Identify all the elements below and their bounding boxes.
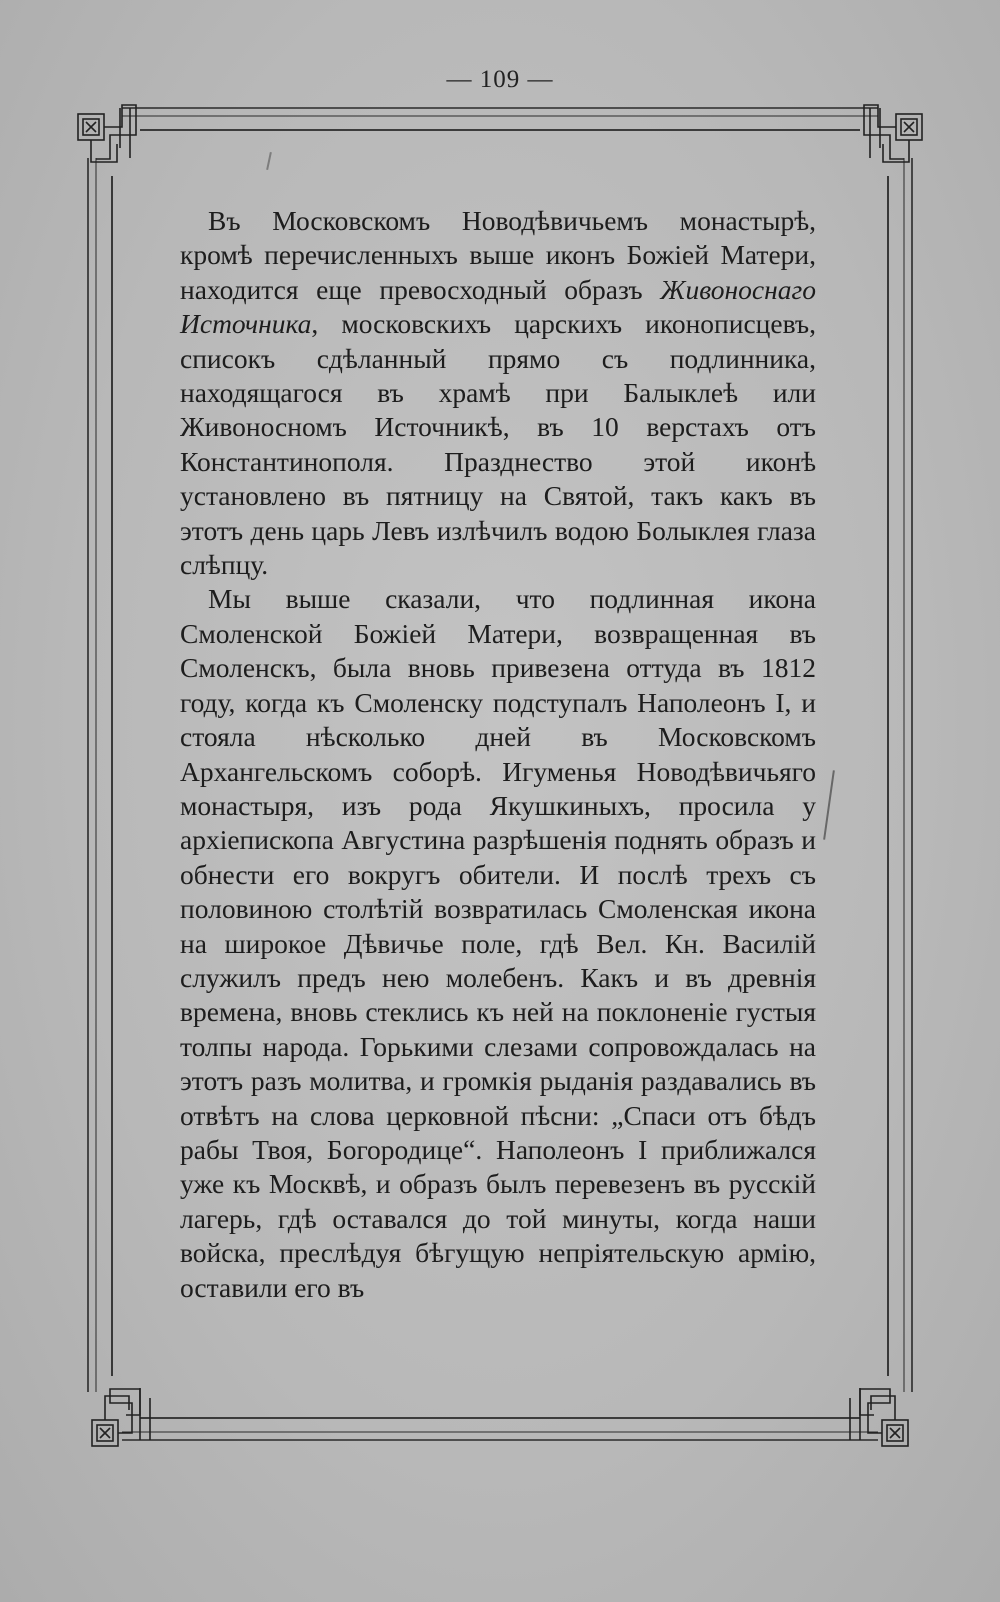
paragraph-1-italic: Живоноснаго Источника	[180, 273, 816, 340]
corner-ornament-bottom-left	[92, 1388, 150, 1446]
page-number: — 109 —	[446, 66, 554, 93]
paragraph-1-rest: , московскихъ царскихъ иконописцевъ, списокъ сдѣланный прямо съ подлинника, находящагося въ храмѣ при Балыклеѣ или Живоносномъ Источникѣ, въ 10 верстахъ отъ Константинополя. Празднество этой иконѣ установлено въ пятницу на Святой, такъ какъ въ этотъ день царь Левъ излѣчилъ водою Болыклея глаза слѣпцу.	[180, 308, 816, 581]
paragraph-2: Мы выше сказали, что подлинная икона Смоленской Божіей Матери, возвращенная въ Смоленскъ, была вновь привезена оттуда въ 1812 году, когда къ Смоленску подступалъ Наполеонъ I, и стояла нѣсколько дней въ Московскомъ Архангельскомъ соборѣ. Игуменья Новодѣвичьяго монастыря, изъ рода Якушкиныхъ, просила у архіепископа Августина разрѣшенія поднять образъ и обнести его вокругъ обители. И послѣ трехъ съ половиною столѣтій возвратилась Смоленская икона на широкое Дѣвичье поле, гдѣ Вел. Кн. Василій служилъ предъ нею молебенъ. Какъ и въ древнія времена, вновь стеклись къ ней на поклоненіе густыя толпы народа. Горькими слезами сопровождалась на этотъ разъ молитва, и громкія рыданія раздавались въ отвѣтъ на слова церковной пѣсни: „Спаси отъ бѣдъ рабы Твоя, Богородице“. Наполеонъ I приближался уже къ Москвѣ, и образъ былъ перевезенъ въ русскій лагерь, гдѣ оставался до той минуты, когда наши войска, преслѣдуя бѣгущую непріятельскую армію, оставили его въ	[180, 583, 816, 1303]
main-text	[180, 204, 816, 1305]
corner-ornament-top-left	[78, 105, 136, 162]
paragraph-1	[180, 204, 816, 582]
paragraph-1-intro: Въ Московскомъ Новодѣвичьемъ монастырѣ, кромѣ перечисленныхъ выше иконъ Божіей Матери, находится еще превосходный образъ	[180, 205, 816, 305]
corner-ornament-top-right	[864, 105, 922, 162]
corner-ornament-bottom-right	[850, 1388, 908, 1446]
